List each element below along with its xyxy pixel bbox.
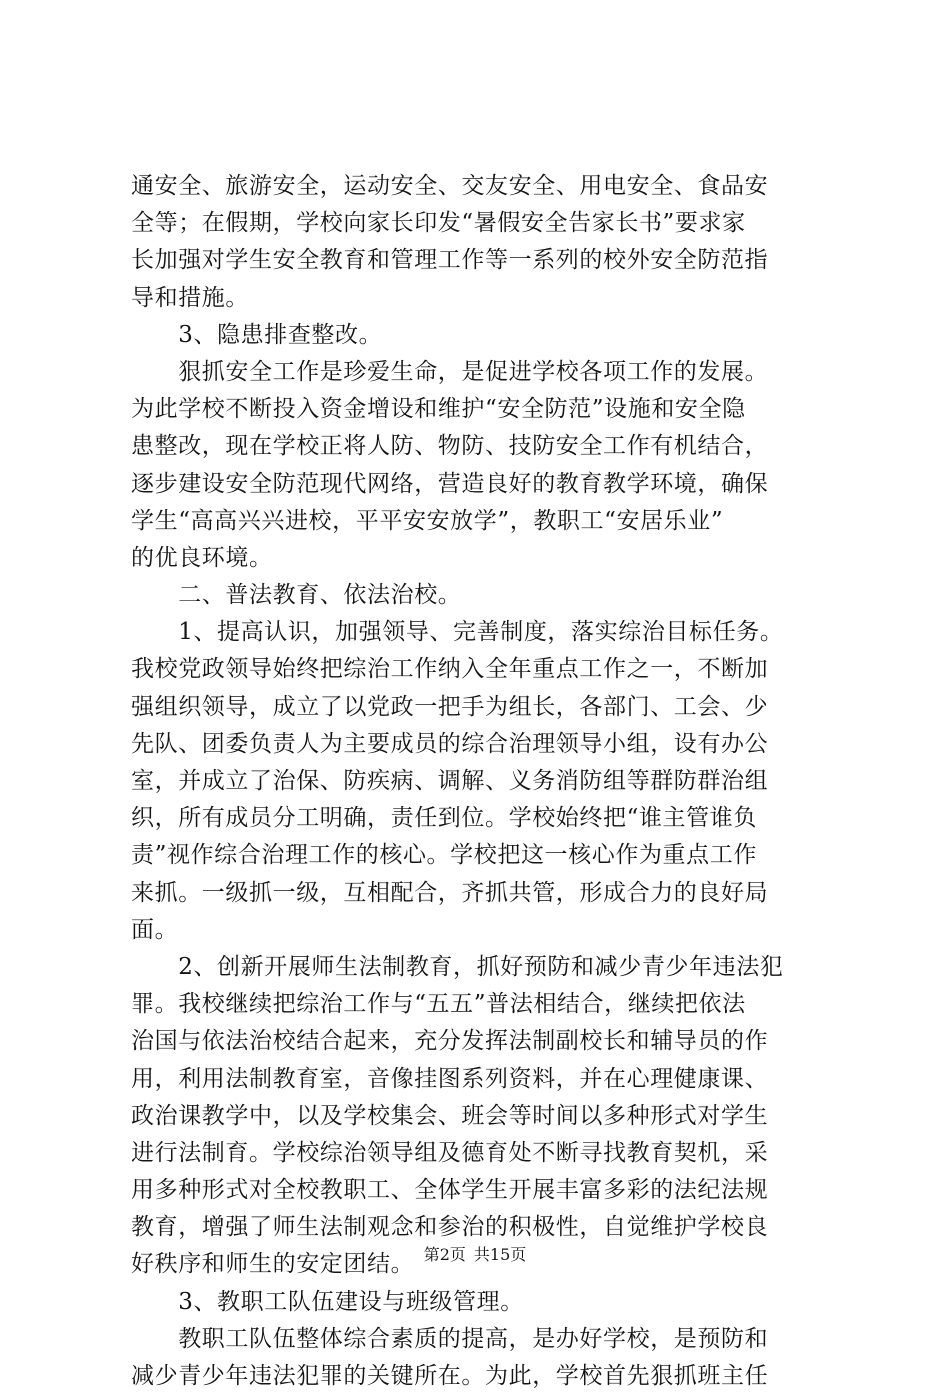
text-line: 用多种形式对全校教职工、全体学生开展丰富多彩的法纪法规 bbox=[131, 1177, 769, 1204]
text-line: 教育，增强了师生法制观念和参治的积极性，自觉维护学校良 bbox=[131, 1214, 769, 1241]
text-line: 3、教职工队伍建设与班级管理。 bbox=[131, 1288, 524, 1315]
text-line: 治国与依法治校结合起来，充分发挥法制副校长和辅导员的作 bbox=[131, 1028, 769, 1055]
text-line: 患整改，现在学校正将人防、物防、技防安全工作有机结合， bbox=[131, 433, 769, 460]
text-line: 二、普法教育、依法治校。 bbox=[131, 582, 462, 609]
text-line: 2、创新开展师生法制教育，抓好预防和减少青少年违法犯 bbox=[131, 953, 784, 980]
text-line: 3、隐患排查整改。 bbox=[131, 321, 383, 348]
text-line: 为此学校不断投入资金增设和维护“安全防范”设施和安全隐 bbox=[131, 396, 746, 423]
text-line: 进行法制育。学校综治领导组及德育处不断寻找教育契机，采 bbox=[131, 1139, 769, 1166]
text-line: 1、提高认识，加强领导、完善制度，落实综治目标任务。 bbox=[131, 619, 784, 646]
text-line: 政治课教学中，以及学校集会、班会等时间以多种形式对学生 bbox=[131, 1102, 769, 1129]
text-line: 的优良环境。 bbox=[131, 544, 273, 571]
text-line: 教职工队伍整体综合素质的提高，是办好学校，是预防和 bbox=[131, 1325, 769, 1352]
text-line: 强组织领导，成立了以党政一把手为组长，各部门、工会、少 bbox=[131, 693, 769, 720]
text-line: 先队、团委负责人为主要成员的综合治理领导小组，设有办公 bbox=[131, 730, 769, 757]
text-line: 责”视作综合治理工作的核心。学校把这一核心作为重点工作 bbox=[131, 842, 757, 869]
document-body bbox=[131, 168, 835, 1395]
text-line: 通安全、旅游安全，运动安全、交友安全、用电安全、食品安 bbox=[131, 173, 769, 199]
page-footer bbox=[0, 1242, 950, 1265]
page-total: 共15页 bbox=[473, 1245, 527, 1264]
text-line: 面。 bbox=[131, 916, 179, 943]
text-line: 减少青少年违法犯罪的关键所在。为此，学校首先狠抓班主任 bbox=[131, 1363, 769, 1389]
text-line: 织，所有成员分工明确，责任到位。学校始终把“谁主管谁负 bbox=[131, 805, 757, 832]
text-line: 狠抓安全工作是珍爱生命，是促进学校各项工作的发展。 bbox=[131, 358, 769, 385]
text-line: 全等；在假期，学校向家长印发“暑假安全告家长书”要求家 bbox=[131, 210, 746, 237]
text-line: 我校党政领导始终把综治工作纳入全年重点工作之一，不断加 bbox=[131, 656, 769, 683]
text-line: 用，利用法制教育室，音像挂图系列资料，并在心理健康课、 bbox=[131, 1065, 769, 1092]
text-line: 室，并成立了治保、防疾病、调解、义务消防组等群防群治组 bbox=[131, 768, 769, 794]
text-line: 罪。我校继续把综治工作与“五五”普法相结合，继续把依法 bbox=[131, 991, 746, 1018]
page-number: 第2页 bbox=[423, 1245, 466, 1264]
text-line: 长加强对学生安全教育和管理工作等一系列的校外安全防范指 bbox=[131, 247, 769, 274]
text-line: 来抓。一级抓一级，互相配合，齐抓共管，形成合力的良好局 bbox=[131, 879, 769, 906]
text-line: 好秩序和师生的安定团结。 bbox=[131, 1251, 415, 1278]
text-line: 学生“高高兴兴进校，平平安安放学”，教职工“安居乐业” bbox=[131, 507, 724, 534]
text-line: 导和措施。 bbox=[131, 284, 249, 311]
text-line: 逐步建设安全防范现代网络，营造良好的教育教学环境，确保 bbox=[131, 470, 769, 497]
